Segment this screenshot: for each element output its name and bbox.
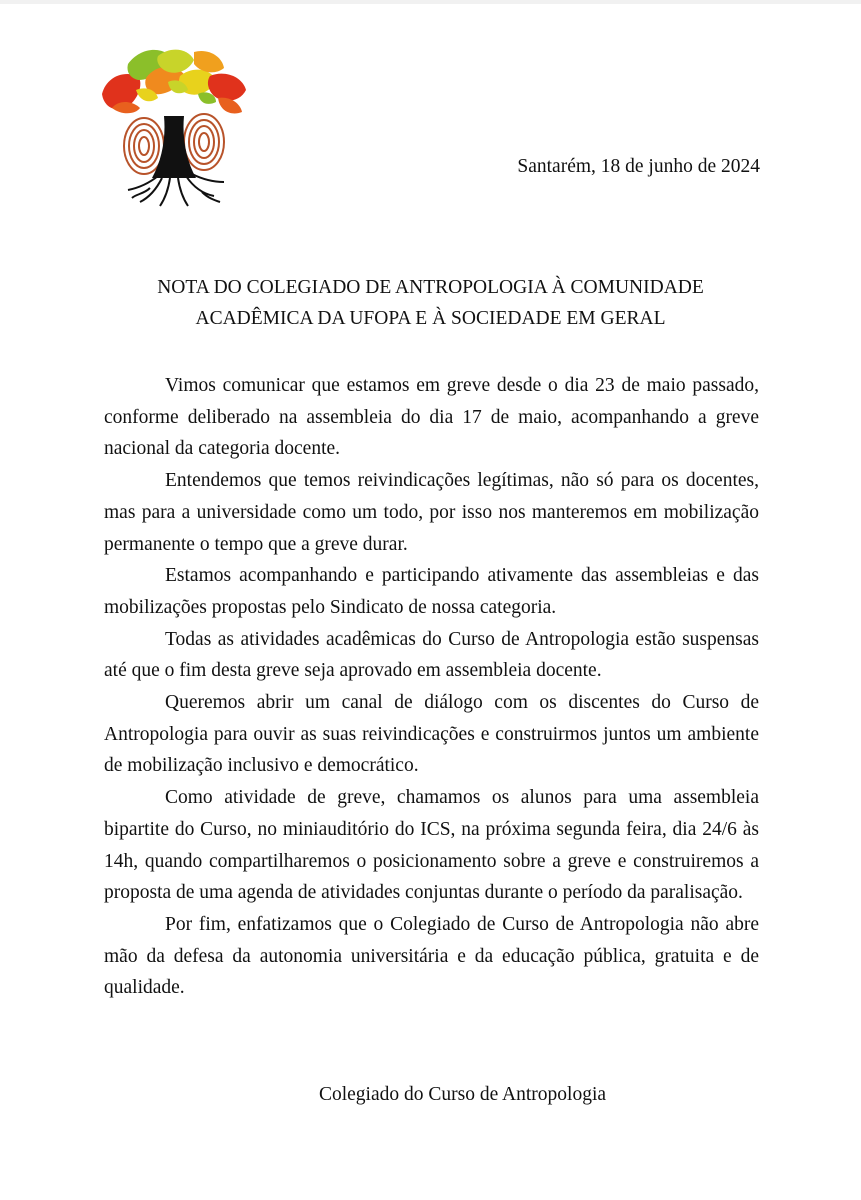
paragraph: Vimos comunicar que estamos em greve desde o dia 23 de maio passado, conforme deliberado na assembleia do dia 17 de maio, acompanhando a greve nacional da categoria docente.: [104, 375, 759, 460]
paragraph: Entendemos que temos reivindicações legítimas, não só para os docentes, mas para a universidade como um todo, por isso nos manteremos em mobilização permanente o tempo que a greve durar.: [104, 470, 759, 555]
title-line-2: ACADÊMICA DA UFOPA E À SOCIEDADE EM GERAL: [195, 308, 666, 329]
document-date: Santarém, 18 de junho de 2024: [517, 156, 760, 177]
tree-logo-icon: [98, 42, 250, 208]
document-page: [0, 4, 861, 1200]
paragraph: Estamos acompanhando e participando ativamente das assembleias e das mobilizações propostas pelo Sindicato de nossa categoria.: [104, 565, 759, 618]
paragraph: Por fim, enfatizamos que o Colegiado de Curso de Antropologia não abre mão da defesa da autonomia universitária e da educação pública, gratuita e de qualidade.: [104, 913, 759, 999]
signature: Colegiado do Curso de Antropologia: [318, 1084, 607, 1105]
document-title: [0, 272, 861, 334]
paragraph: Todas as atividades acadêmicas do Curso de Antropologia estão suspensas até que o fim desta greve seja aprovado em assembleia docente.: [104, 628, 759, 682]
title-line-1: NOTA DO COLEGIADO DE ANTROPOLOGIA À COMUNIDADE: [157, 277, 704, 298]
document-body: [104, 370, 759, 1004]
paragraph: Como atividade de greve, chamamos os alunos para uma assembleia bipartite do Curso, no miniauditório do ICS, na próxima segunda feira, dia 24/6 às 14h, quando compartilharemos o posicionamento sobre a greve e construiremos a proposta de uma agenda de atividades conjuntas durante o período da paralisação.: [104, 787, 759, 904]
paragraph: Queremos abrir um canal de diálogo com os discentes do Curso de Antropologia para ouvir as suas reivindicações e construirmos juntos um ambiente de mobilização inclusivo e democrático.: [104, 692, 759, 777]
